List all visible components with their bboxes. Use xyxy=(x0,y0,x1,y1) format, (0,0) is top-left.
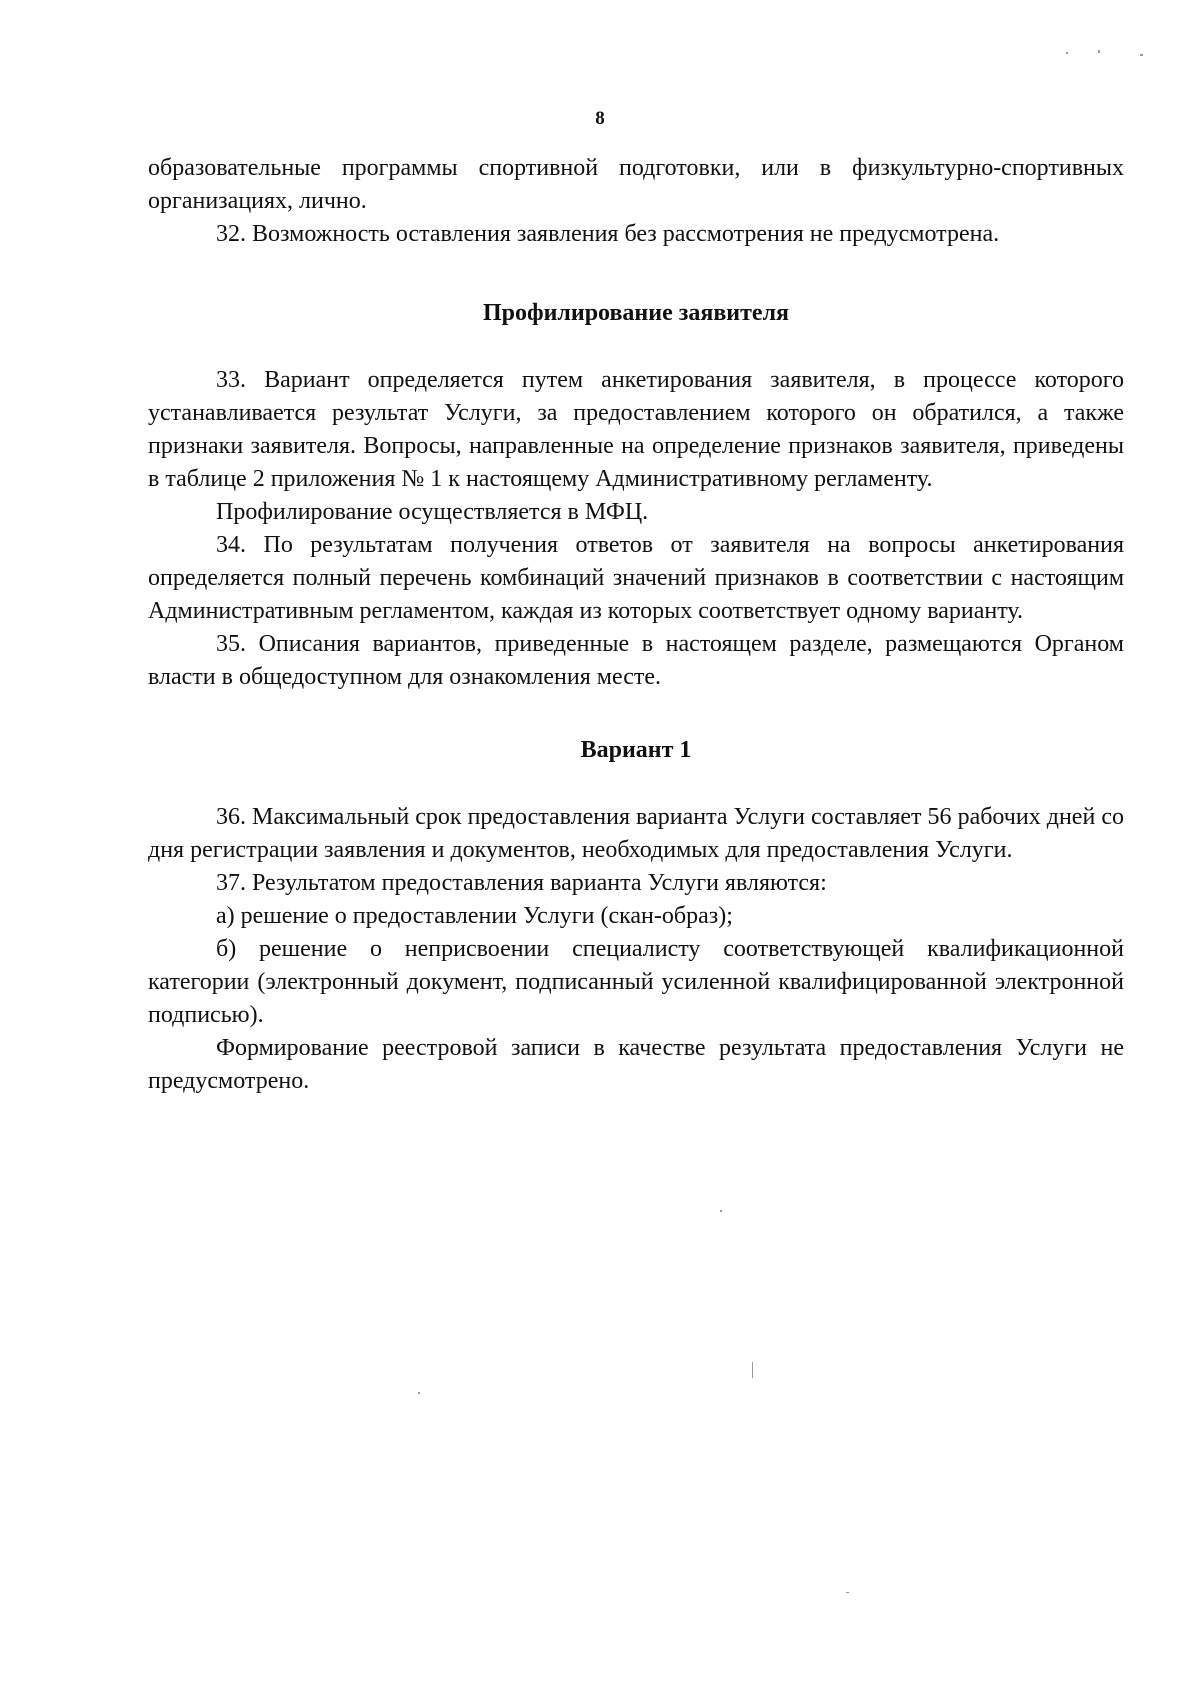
paragraph-32: 32. Возможность оставления заявления без рассмотрения не предусмотрена. xyxy=(216,221,1000,247)
paragraph-37-b: б) решение о неприсвоении специалисту соответствующей квалификационной категории (электронный документ, подписанный усиленной квалифицированной электронной подписью). xyxy=(148,936,1124,1028)
scan-speck xyxy=(752,1362,753,1378)
scan-speck xyxy=(846,1592,849,1593)
scan-speck xyxy=(1140,54,1143,56)
scan-speck xyxy=(1066,52,1068,54)
document-body xyxy=(148,152,1124,1098)
paragraph-36: 36. Максимальный срок предоставления варианта Услуги составляет 56 рабочих дней со дня регистрации заявления и документов, необходимых для предоставления Услуги. xyxy=(148,804,1124,863)
paragraph-33: 33. Вариант определяется путем анкетирования заявителя, в процессе которого устанавливается результат Услуги, за предоставлением которого он обратился, а также признаки заявителя. Вопросы, направленные на определение признаков заявителя, приведены в таблице 2 приложения № 1 к настоящему Административному регламенту. xyxy=(148,367,1124,492)
paragraph-continuation: образовательные программы спортивной подготовки, или в физкультурно-спортивных организациях, лично. xyxy=(148,155,1124,214)
paragraph-35: 35. Описания вариантов, приведенные в настоящем разделе, размещаются Органом власти в общедоступном для ознакомления месте. xyxy=(148,631,1124,690)
paragraph-37-a: а) решение о предоставлении Услуги (скан-образ); xyxy=(216,903,733,929)
paragraph-profiling-mfc: Профилирование осуществляется в МФЦ. xyxy=(216,499,649,525)
scan-speck xyxy=(418,1392,420,1394)
scan-speck xyxy=(1098,50,1100,53)
paragraph-registry-record: Формирование реестровой записи в качестве результата предоставления Услуги не предусмотрено. xyxy=(148,1035,1124,1094)
page-number: 8 xyxy=(595,108,605,129)
section-heading-variant-1: Вариант 1 xyxy=(580,737,692,763)
paragraph-37: 37. Результатом предоставления варианта Услуги являются: xyxy=(216,870,827,896)
section-heading-profiling: Профилирование заявителя xyxy=(482,300,790,326)
paragraph-34: 34. По результатам получения ответов от заявителя на вопросы анкетирования определяется полный перечень комбинаций значений признаков в соответствии с настоящим Административным регламентом, каждая из которых соответствует одному варианту. xyxy=(148,532,1124,624)
scan-speck xyxy=(720,1210,722,1212)
